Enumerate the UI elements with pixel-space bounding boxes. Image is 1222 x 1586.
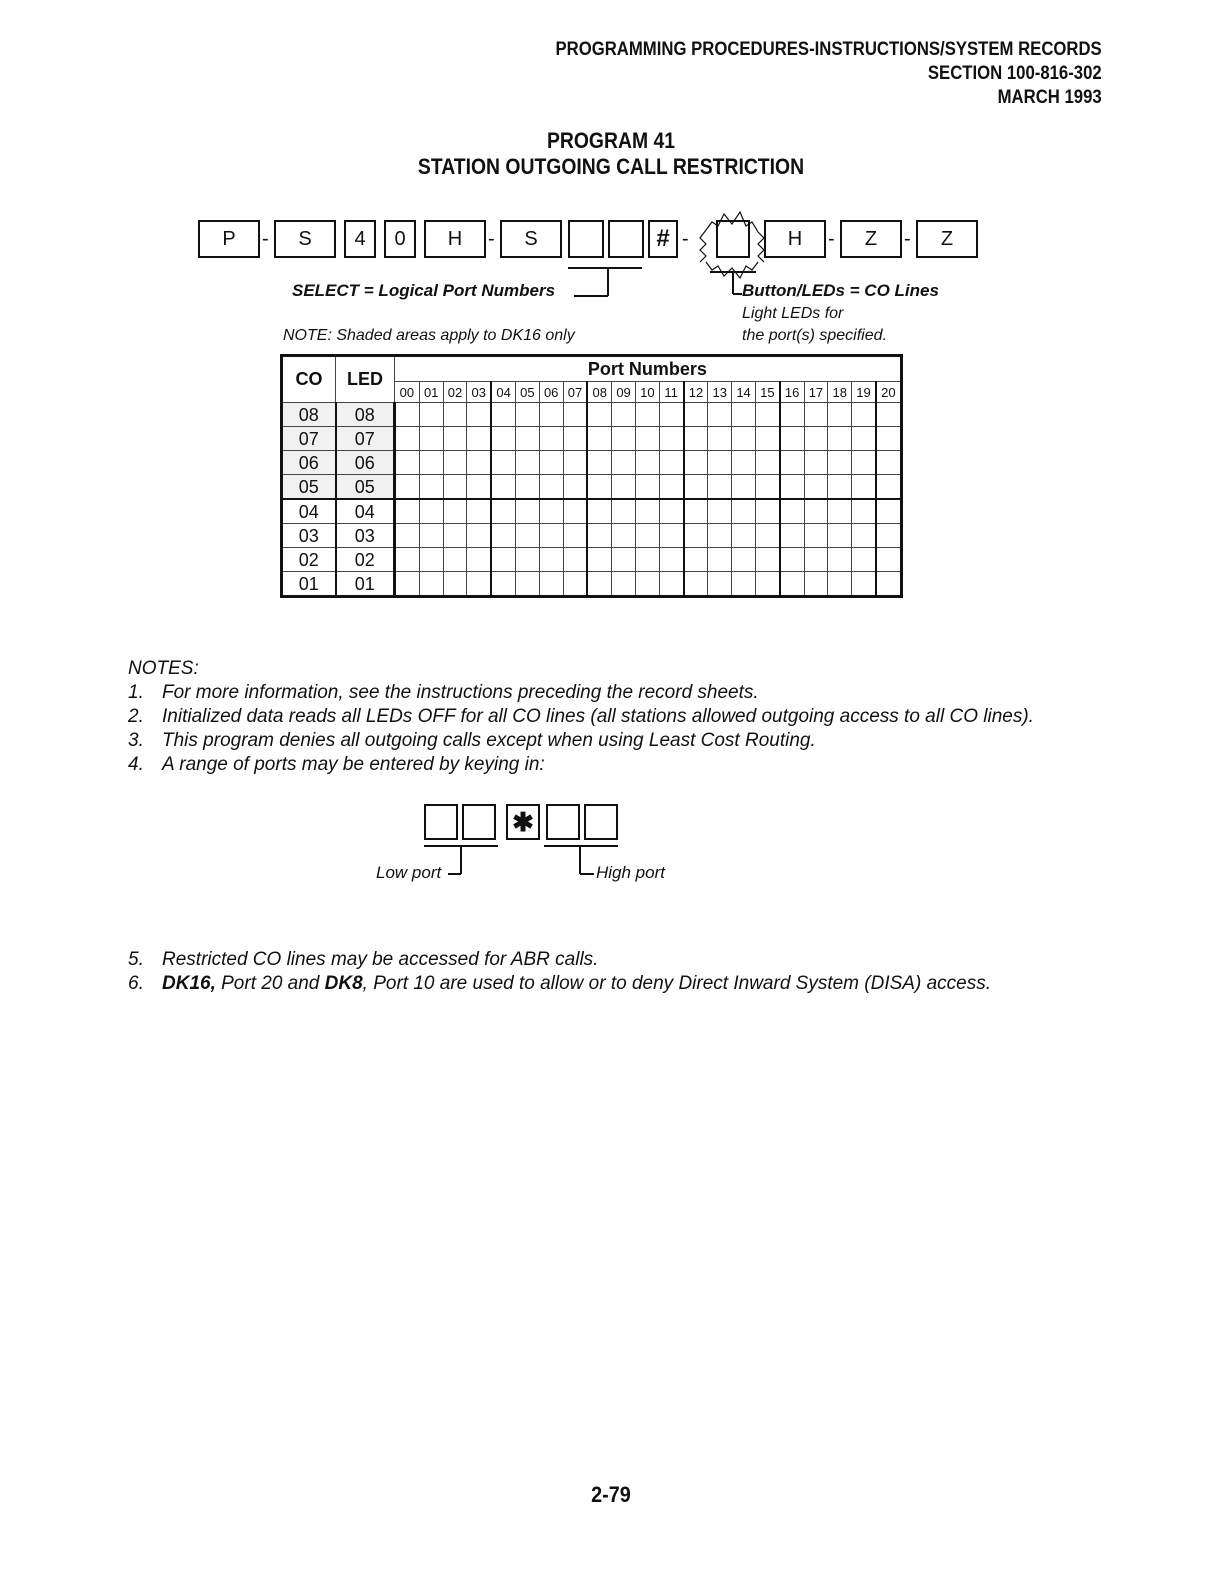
record-cell[interactable] <box>491 403 515 427</box>
record-cell[interactable] <box>684 548 708 572</box>
record-cell[interactable] <box>467 572 491 597</box>
record-cell[interactable] <box>443 524 467 548</box>
record-cell[interactable] <box>419 524 443 548</box>
record-cell[interactable] <box>515 451 539 475</box>
high-port-box <box>584 804 618 840</box>
record-cell[interactable] <box>443 548 467 572</box>
led-flash-icon <box>700 212 764 278</box>
record-cell[interactable] <box>612 451 636 475</box>
record-cell[interactable] <box>515 403 539 427</box>
record-cell[interactable] <box>659 548 683 572</box>
record-cell[interactable] <box>395 499 420 524</box>
port-number: 16 <box>780 382 804 403</box>
record-cell[interactable] <box>708 451 732 475</box>
port-number: 04 <box>491 382 515 403</box>
table-row <box>282 524 902 548</box>
record-cell[interactable] <box>563 524 587 548</box>
port-number: 03 <box>467 382 491 403</box>
record-cell[interactable] <box>491 524 515 548</box>
record-cell[interactable] <box>491 475 515 500</box>
table-row <box>282 572 902 597</box>
record-cell[interactable] <box>539 524 563 548</box>
record-cell[interactable] <box>467 475 491 500</box>
record-cell[interactable] <box>708 475 732 500</box>
page-number: 2-79 <box>591 1482 631 1507</box>
notes-continued <box>128 948 991 996</box>
record-cell[interactable] <box>708 403 732 427</box>
record-cell[interactable] <box>684 451 708 475</box>
record-cell[interactable] <box>491 499 515 524</box>
button-leds-label: Button/LEDs = CO Lines <box>742 281 939 300</box>
record-cell[interactable] <box>635 451 659 475</box>
key-z: Z <box>916 220 978 258</box>
high-port-label: High port <box>596 863 665 882</box>
record-cell[interactable] <box>804 524 828 548</box>
record-cell[interactable] <box>852 475 876 500</box>
record-cell[interactable] <box>828 475 852 500</box>
record-cell[interactable] <box>563 499 587 524</box>
key-h: H <box>424 220 486 258</box>
record-cell[interactable] <box>852 427 876 451</box>
dash: - <box>828 228 835 250</box>
note-number: 1. <box>128 682 144 703</box>
record-cell[interactable] <box>708 499 732 524</box>
record-cell[interactable] <box>659 451 683 475</box>
shaded-note: NOTE: Shaded areas apply to DK16 only <box>283 327 575 344</box>
record-cell[interactable] <box>515 499 539 524</box>
title-line-1: PROGRAM 41 <box>546 128 676 153</box>
record-cell[interactable] <box>539 427 563 451</box>
record-cell[interactable] <box>828 451 852 475</box>
record-cell[interactable] <box>659 572 683 597</box>
record-cell[interactable] <box>587 403 611 427</box>
record-cell[interactable] <box>515 548 539 572</box>
record-cell[interactable] <box>876 548 901 572</box>
note-number: 6. <box>128 973 144 994</box>
led-number: 04 <box>336 499 395 524</box>
note-number: 2. <box>128 706 144 727</box>
port-number: 09 <box>612 382 636 403</box>
record-cell[interactable] <box>732 572 756 597</box>
note-item <box>128 705 1034 729</box>
record-cell[interactable] <box>755 403 779 427</box>
record-cell[interactable] <box>828 572 852 597</box>
table-row <box>282 451 902 475</box>
record-cell[interactable] <box>780 499 804 524</box>
co-line: 04 <box>282 499 336 524</box>
notes-section <box>128 657 1034 777</box>
record-cell[interactable] <box>732 548 756 572</box>
record-cell[interactable] <box>876 475 901 500</box>
title-line-2: STATION OUTGOING CALL RESTRICTION <box>417 154 805 179</box>
record-cell[interactable] <box>563 572 587 597</box>
record-cell[interactable] <box>539 572 563 597</box>
key-0: 0 <box>384 220 416 258</box>
record-cell[interactable] <box>659 475 683 500</box>
record-cell[interactable] <box>780 475 804 500</box>
record-cell[interactable] <box>395 524 420 548</box>
record-cell[interactable] <box>515 524 539 548</box>
record-cell[interactable] <box>708 524 732 548</box>
record-cell[interactable] <box>539 499 563 524</box>
record-cell[interactable] <box>732 475 756 500</box>
record-cell[interactable] <box>684 403 708 427</box>
port-number: 05 <box>515 382 539 403</box>
select-label: SELECT = Logical Port Numbers <box>292 281 556 300</box>
record-cell[interactable] <box>755 548 779 572</box>
dk16-term: DK16, <box>162 973 216 994</box>
port-number: 19 <box>852 382 876 403</box>
port-number: 08 <box>587 382 611 403</box>
record-cell[interactable] <box>684 427 708 451</box>
record-cell[interactable] <box>684 499 708 524</box>
record-cell[interactable] <box>395 475 420 500</box>
record-cell[interactable] <box>587 524 611 548</box>
co-line: 08 <box>282 403 336 427</box>
record-cell[interactable] <box>443 403 467 427</box>
record-cell[interactable] <box>732 524 756 548</box>
note-item <box>128 948 991 972</box>
record-cell[interactable] <box>635 572 659 597</box>
note-number: 5. <box>128 949 144 970</box>
record-cell[interactable] <box>732 451 756 475</box>
low-port-label: Low port <box>376 863 442 882</box>
record-cell[interactable] <box>539 475 563 500</box>
record-cell[interactable] <box>732 427 756 451</box>
dash: - <box>904 228 911 250</box>
record-cell[interactable] <box>467 548 491 572</box>
dash: - <box>682 228 689 250</box>
record-cell[interactable] <box>443 451 467 475</box>
record-cell[interactable] <box>708 548 732 572</box>
record-cell[interactable] <box>755 427 779 451</box>
record-cell[interactable] <box>587 451 611 475</box>
record-cell[interactable] <box>395 548 420 572</box>
record-cell[interactable] <box>395 572 420 597</box>
record-cell[interactable] <box>612 427 636 451</box>
record-cell[interactable] <box>612 524 636 548</box>
note-text: For more information, see the instructions preceding the record sheets. <box>162 682 759 703</box>
record-cell[interactable] <box>419 499 443 524</box>
record-cell[interactable] <box>876 499 901 524</box>
key-z: Z <box>840 220 902 258</box>
record-cell[interactable] <box>732 403 756 427</box>
port-number: 07 <box>563 382 587 403</box>
record-cell[interactable] <box>587 572 611 597</box>
record-cell[interactable] <box>563 548 587 572</box>
note-number: 3. <box>128 730 144 751</box>
record-cell[interactable] <box>755 499 779 524</box>
port-number: 10 <box>635 382 659 403</box>
record-cell[interactable] <box>587 427 611 451</box>
port-number: 14 <box>732 382 756 403</box>
record-cell[interactable] <box>467 451 491 475</box>
record-cell[interactable] <box>804 403 828 427</box>
record-cell[interactable] <box>780 548 804 572</box>
port-number: 02 <box>443 382 467 403</box>
record-cell[interactable] <box>876 427 901 451</box>
record-cell[interactable] <box>491 451 515 475</box>
record-cell[interactable] <box>828 548 852 572</box>
note-number: 4. <box>128 754 144 775</box>
record-cell[interactable] <box>419 548 443 572</box>
record-cell[interactable] <box>419 427 443 451</box>
record-cell[interactable] <box>780 403 804 427</box>
led-number: 01 <box>336 572 395 597</box>
notes-heading: NOTES: <box>128 658 199 679</box>
led-number: 03 <box>336 524 395 548</box>
record-cell[interactable] <box>467 427 491 451</box>
record-cell[interactable] <box>419 451 443 475</box>
dk8-term: DK8 <box>324 973 363 994</box>
record-cell[interactable] <box>804 548 828 572</box>
record-cell[interactable] <box>515 475 539 500</box>
record-cell[interactable] <box>467 403 491 427</box>
record-cell[interactable] <box>635 524 659 548</box>
record-cell[interactable] <box>755 524 779 548</box>
record-cell[interactable] <box>804 499 828 524</box>
co-line: 05 <box>282 475 336 500</box>
record-cell[interactable] <box>684 524 708 548</box>
record-cell[interactable] <box>876 524 901 548</box>
record-cell[interactable] <box>491 548 515 572</box>
led-number: 07 <box>336 427 395 451</box>
record-cell[interactable] <box>443 475 467 500</box>
record-cell[interactable] <box>755 451 779 475</box>
record-cell[interactable] <box>467 499 491 524</box>
record-cell[interactable] <box>515 572 539 597</box>
record-cell[interactable] <box>491 572 515 597</box>
record-cell[interactable] <box>852 499 876 524</box>
record-cell[interactable] <box>395 403 420 427</box>
record-cell[interactable] <box>659 499 683 524</box>
port-number: 00 <box>395 382 420 403</box>
record-cell[interactable] <box>852 451 876 475</box>
record-cell[interactable] <box>539 403 563 427</box>
co-line: 03 <box>282 524 336 548</box>
record-cell[interactable] <box>780 524 804 548</box>
port-number: 20 <box>876 382 901 403</box>
record-cell[interactable] <box>852 403 876 427</box>
light-line-2: the port(s) specified. <box>742 327 887 344</box>
co-line: 02 <box>282 548 336 572</box>
record-cell[interactable] <box>804 427 828 451</box>
record-cell[interactable] <box>419 572 443 597</box>
header-line-1: PROGRAMMING PROCEDURES-INSTRUCTIONS/SYSTEM RECORDS <box>555 39 1102 60</box>
record-cell[interactable] <box>587 475 611 500</box>
record-cell[interactable] <box>467 524 491 548</box>
key-4: 4 <box>344 220 376 258</box>
record-cell[interactable] <box>780 427 804 451</box>
record-cell[interactable] <box>563 403 587 427</box>
port-number: 01 <box>419 382 443 403</box>
record-table <box>280 354 903 598</box>
record-cell[interactable] <box>659 427 683 451</box>
record-cell[interactable] <box>443 427 467 451</box>
led-number: 02 <box>336 548 395 572</box>
record-cell[interactable] <box>755 475 779 500</box>
table-row <box>282 548 902 572</box>
record-cell[interactable] <box>635 548 659 572</box>
record-cell[interactable] <box>563 427 587 451</box>
record-cell[interactable] <box>612 572 636 597</box>
record-cell[interactable] <box>395 427 420 451</box>
port-number: 18 <box>828 382 852 403</box>
table-row <box>282 475 902 500</box>
port-number: 15 <box>755 382 779 403</box>
header-line-3: MARCH 1993 <box>997 87 1102 108</box>
record-cell[interactable] <box>852 524 876 548</box>
dash: - <box>488 228 495 250</box>
light-leds-label <box>742 303 887 347</box>
table-row <box>282 427 902 451</box>
co-line: 01 <box>282 572 336 597</box>
record-cell[interactable] <box>612 403 636 427</box>
record-cell[interactable] <box>828 403 852 427</box>
high-port-box <box>546 804 580 840</box>
record-cell[interactable] <box>419 403 443 427</box>
record-cell[interactable] <box>659 524 683 548</box>
col-led: LED <box>336 356 395 403</box>
record-cell[interactable] <box>563 451 587 475</box>
low-port-box <box>462 804 496 840</box>
record-cell[interactable] <box>635 427 659 451</box>
key-hash: # <box>648 220 678 258</box>
co-line: 07 <box>282 427 336 451</box>
record-cell[interactable] <box>876 403 901 427</box>
record-cell[interactable] <box>635 499 659 524</box>
note-text: This program denies all outgoing calls except when using Least Cost Routing. <box>162 730 816 751</box>
record-cell[interactable] <box>539 548 563 572</box>
record-cell[interactable] <box>443 499 467 524</box>
note6-mid: Port 20 and <box>215 973 325 994</box>
record-cell[interactable] <box>828 499 852 524</box>
table-row <box>282 499 902 524</box>
note-item <box>128 753 1034 777</box>
record-cell[interactable] <box>732 499 756 524</box>
note-item <box>128 681 1034 705</box>
record-cell[interactable] <box>876 451 901 475</box>
record-cell[interactable] <box>684 475 708 500</box>
port-number: 12 <box>684 382 708 403</box>
record-cell[interactable] <box>828 524 852 548</box>
led-number: 05 <box>336 475 395 500</box>
note-text <box>162 972 991 996</box>
record-cell[interactable] <box>828 427 852 451</box>
light-line-1: Light LEDs for <box>742 305 844 322</box>
record-cell[interactable] <box>612 475 636 500</box>
record-cell[interactable] <box>587 548 611 572</box>
record-cell[interactable] <box>443 572 467 597</box>
record-cell[interactable] <box>804 475 828 500</box>
record-cell[interactable] <box>708 427 732 451</box>
record-cell[interactable] <box>684 572 708 597</box>
record-cell[interactable] <box>515 427 539 451</box>
record-cell[interactable] <box>780 572 804 597</box>
led-number: 06 <box>336 451 395 475</box>
record-cell[interactable] <box>635 475 659 500</box>
table-row <box>282 403 902 427</box>
record-cell[interactable] <box>852 572 876 597</box>
port-number: 17 <box>804 382 828 403</box>
record-cell[interactable] <box>804 451 828 475</box>
record-cell[interactable] <box>491 427 515 451</box>
record-cell[interactable] <box>804 572 828 597</box>
co-line: 06 <box>282 451 336 475</box>
record-cell[interactable] <box>852 548 876 572</box>
port-number: 13 <box>708 382 732 403</box>
record-cell[interactable] <box>876 572 901 597</box>
led-number: 08 <box>336 403 395 427</box>
note-item <box>128 972 991 996</box>
dash: - <box>262 228 269 250</box>
note6-end: , Port 10 are used to allow or to deny Direct Inward System (DISA) access. <box>362 973 991 994</box>
record-cell[interactable] <box>659 403 683 427</box>
record-cell[interactable] <box>635 403 659 427</box>
key-p: P <box>198 220 260 258</box>
port-numbers-header: Port Numbers <box>395 356 902 382</box>
record-cell[interactable] <box>419 475 443 500</box>
port-number: 06 <box>539 382 563 403</box>
record-cell[interactable] <box>587 499 611 524</box>
port-number: 11 <box>659 382 683 403</box>
note-item <box>128 729 1034 753</box>
key-s: S <box>274 220 336 258</box>
record-cell[interactable] <box>612 499 636 524</box>
record-cell[interactable] <box>708 572 732 597</box>
record-cell[interactable] <box>539 451 563 475</box>
note-text: Restricted CO lines may be accessed for ABR calls. <box>162 949 599 970</box>
low-port-box <box>424 804 458 840</box>
note-text: A range of ports may be entered by keying in: <box>162 754 545 775</box>
key-s: S <box>500 220 562 258</box>
record-cell[interactable] <box>612 548 636 572</box>
record-cell[interactable] <box>755 572 779 597</box>
col-co: CO <box>282 356 336 403</box>
record-cell[interactable] <box>395 451 420 475</box>
record-cell[interactable] <box>563 475 587 500</box>
note-text: Initialized data reads all LEDs OFF for all CO lines (all stations allowed outgoing access to all CO lines). <box>162 706 1034 727</box>
key-h: H <box>764 220 826 258</box>
record-cell[interactable] <box>780 451 804 475</box>
star-key: ✱ <box>506 804 540 840</box>
header-line-2: SECTION 100-816-302 <box>928 63 1102 84</box>
